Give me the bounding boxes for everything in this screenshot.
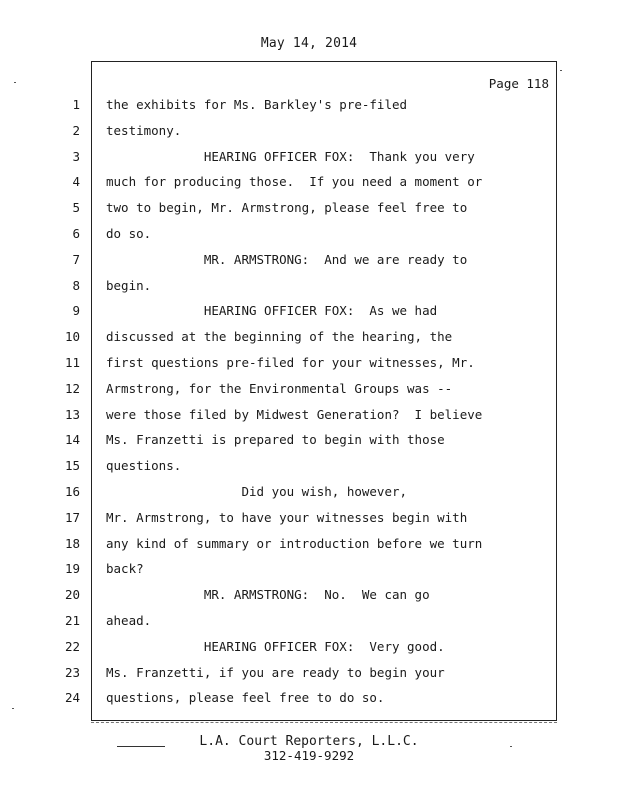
line-number: 2 [72,123,80,138]
transcript-line-text: first questions pre-filed for your witnesses, Mr. [106,355,475,370]
line-number: 16 [64,484,80,499]
line-number: 9 [72,303,80,318]
line-number: 5 [72,200,80,215]
line-number: 13 [64,407,80,422]
line-number: 23 [64,665,80,680]
line-number: 1 [72,97,80,112]
page-number: Page 118 [488,76,549,91]
transcript-line-text: questions, please feel free to do so. [106,690,385,705]
line-number: 14 [64,432,80,447]
scan-speck [14,82,16,83]
transcript-line-text: ahead. [106,613,152,628]
line-number: 4 [72,174,80,189]
transcript-line-text: HEARING OFFICER FOX: Very good. [106,639,445,654]
transcript-line-text: do so. [106,226,152,241]
line-number: 22 [64,639,80,654]
transcript-line-text: begin. [106,278,152,293]
line-number: 20 [64,587,80,602]
line-number: 6 [72,226,80,241]
line-number: 11 [64,355,80,370]
transcript-line-text: back? [106,561,144,576]
transcript-line-text: questions. [106,458,182,473]
line-number: 17 [64,510,80,525]
court-reporter-name: L.A. Court Reporters, L.L.C. [199,734,419,749]
line-number: 10 [64,329,80,344]
transcript-line-text: Ms. Franzetti, if you are ready to begin your [106,665,445,680]
transcript-line-text: the exhibits for Ms. Barkley's pre-filed [106,97,408,112]
scan-speck [12,708,14,709]
line-number: 19 [64,561,80,576]
line-number: 7 [72,252,80,267]
transcript-line-text: Mr. Armstrong, to have your witnesses begin with [106,510,468,525]
transcript-line-text: MR. ARMSTRONG: No. We can go [106,587,430,602]
transcript-line-text: any kind of summary or introduction before we turn [106,536,483,551]
transcript-line-text: discussed at the beginning of the hearing, the [106,329,453,344]
frame-bottom-shadow [91,722,557,724]
court-reporter-phone: 312-419-9292 [263,748,355,763]
line-number: 8 [72,278,80,293]
line-number: 12 [64,381,80,396]
line-number: 18 [64,536,80,551]
transcript-line-text: testimony. [106,123,182,138]
scan-speck [560,70,562,71]
line-number: 15 [64,458,80,473]
transcript-line-text: Armstrong, for the Environmental Groups was -- [106,381,453,396]
transcript-line-text: much for producing those. If you need a moment or [106,174,483,189]
transcript-line-text: Ms. Franzetti is prepared to begin with those [106,432,445,447]
transcript-line-text: MR. ARMSTRONG: And we are ready to [106,252,468,267]
transcript-line-text: Did you wish, however, [106,484,408,499]
line-number: 3 [72,149,80,164]
transcript-line-text: HEARING OFFICER FOX: As we had [106,303,438,318]
line-number: 21 [64,613,80,628]
transcript-line-text: HEARING OFFICER FOX: Thank you very [106,149,475,164]
transcript-line-text: two to begin, Mr. Armstrong, please feel free to [106,200,468,215]
transcript-line-text: were those filed by Midwest Generation? I believe [106,407,483,422]
scan-speck [510,746,512,747]
transcript-date: May 14, 2014 [260,36,358,51]
line-number: 24 [64,690,80,705]
